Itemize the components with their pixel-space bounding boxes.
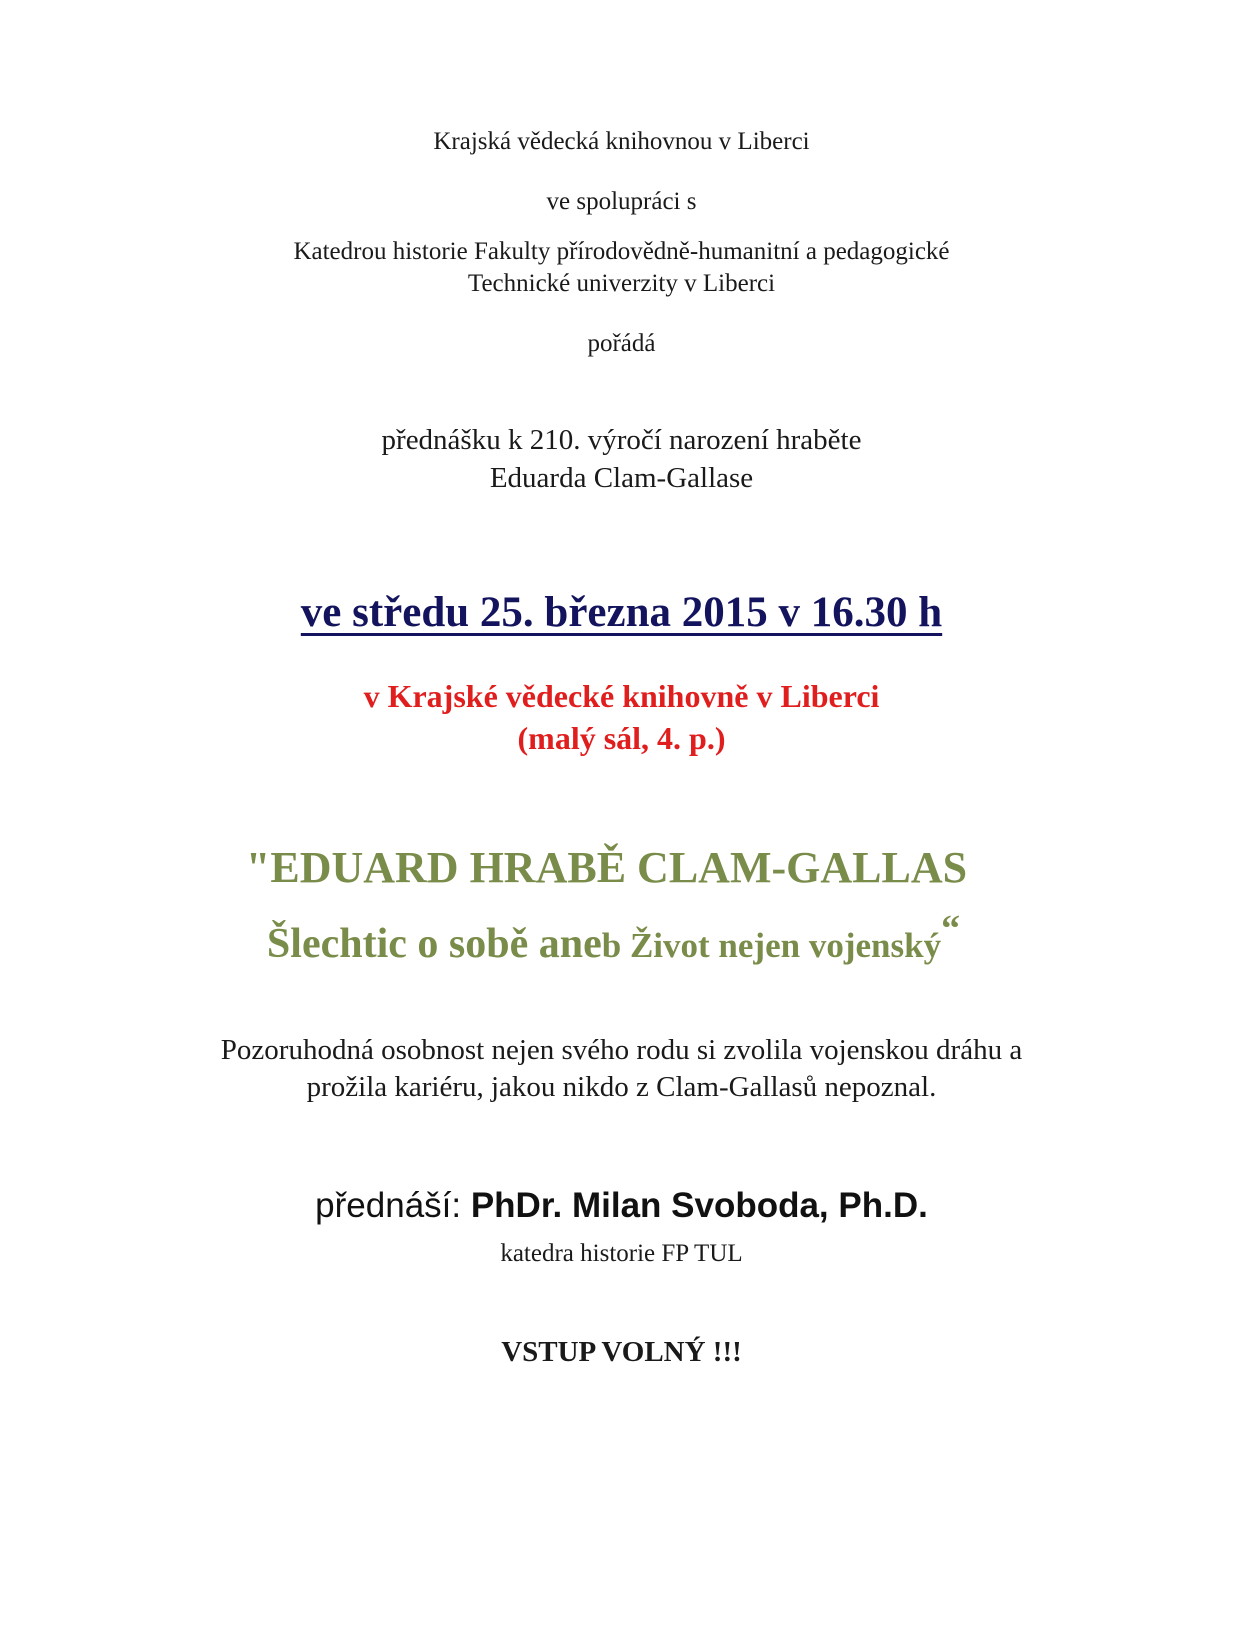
speaker-label: přednáší:	[315, 1186, 471, 1225]
event-datetime-text: ve středu 25. března 2015 v 16.30 h	[300, 589, 943, 636]
lecture-title-line-2-large: Šlechtic o sobě ane	[266, 921, 602, 967]
description-line-1: Pozoruhodná osobnost nejen svého rodu si zvolila vojenskou dráhu a	[220, 1034, 1023, 1066]
free-entry-notice: VSTUP VOLNÝ !!!	[501, 1336, 742, 1368]
lecture-title-line-2	[0, 908, 1235, 968]
lecture-line-1: přednášku k 210. výročí narození hraběte	[381, 424, 862, 456]
description-line-2: prožila kariéru, jakou nikdo z Clam-Gallasů nepoznal.	[306, 1071, 937, 1103]
cooperation-text: ve spolupráci s	[546, 188, 697, 215]
venue-line-2: (malý sál, 4. p.)	[517, 720, 726, 756]
speaker-department: katedra historie FP TUL	[500, 1240, 743, 1267]
lecture-title-line-2-small: b Život nejen vojenský	[601, 926, 942, 965]
closing-quote: “	[941, 908, 961, 950]
organizer-text: Krajská vědecká knihovnou v Liberci	[433, 128, 810, 155]
speaker-name: PhDr. Milan Svoboda, Ph.D.	[470, 1186, 928, 1225]
partner-line-1: Katedrou historie Fakulty přírodovědně-humanitní a pedagogické	[293, 238, 950, 265]
venue-line-1: v Krajské vědecké knihovně v Liberci	[363, 678, 880, 714]
event-datetime	[0, 588, 1243, 637]
lecture-line-2: Eduarda Clam-Gallase	[489, 462, 754, 494]
partner-line-2: Technické univerzity v Liberci	[467, 270, 776, 297]
presents-text: pořádá	[587, 330, 656, 357]
speaker-line	[0, 1186, 1243, 1226]
lecture-title-line-1: "EDUARD HRABĚ CLAM-GALLAS	[245, 843, 968, 892]
